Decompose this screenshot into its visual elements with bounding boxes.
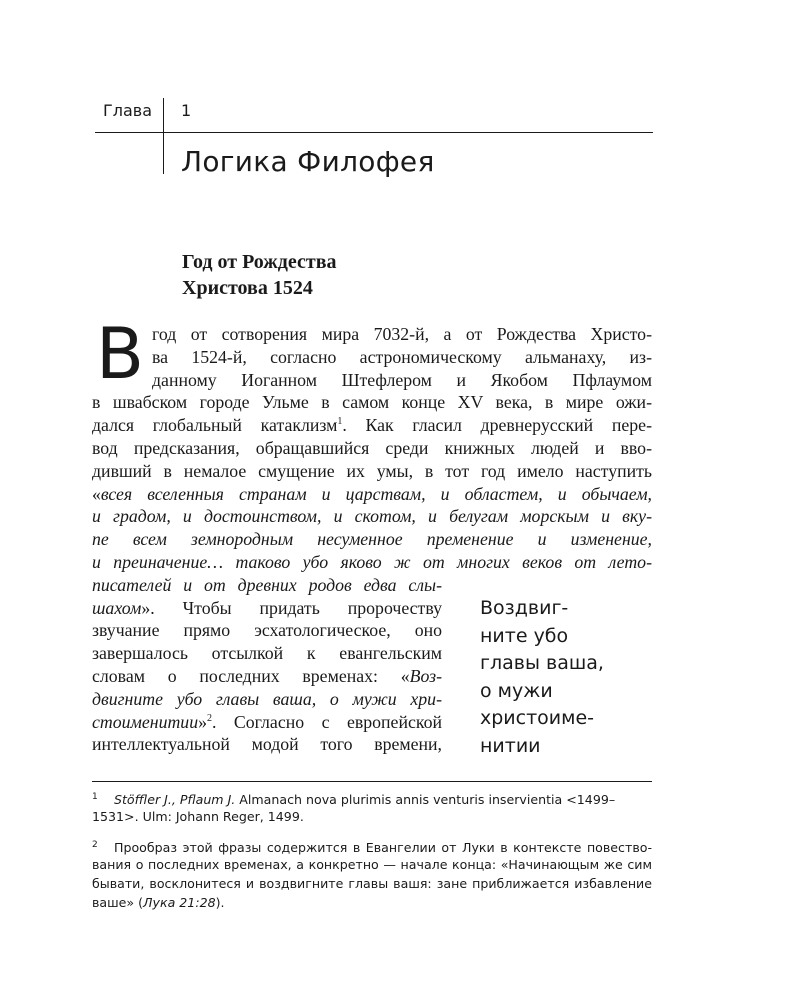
body-text-run: . Как гласил древнерусский пере- [342,415,652,436]
footnote-ref-2[interactable]: 2 [206,712,212,724]
header-vertical-rule [163,98,164,174]
chapter-number: 1 [181,101,192,120]
body-text-run: ». Чтобы придать пророчеству [141,597,442,618]
body-line: ва 1524-й, согласно астрономическому альманаху, из- [152,346,652,367]
footnote-text-run: ). [215,895,225,910]
body-line: пе всем земнородным несуменное пременение и изменение, [92,529,652,550]
footnote-1-line: 1531>. Ulm: Johann Reger, 1499. [92,809,304,824]
body-text-run: шахом [92,597,142,618]
body-line: год от сотворения мира 7032-й, а от Рождества Христо- [152,324,652,344]
body-line: писателей и от древних родов едва слы- [92,574,442,595]
body-line: завершалось отсылкой к евангельским [92,643,442,664]
body-text-run: всея вселенныя странам и царствам, и областем, и обычаем, [100,483,652,504]
pull-quote-line: ните убо [480,624,569,647]
pull-quote-line: нитии [480,734,541,757]
footnote-text-run: Прообраз этой фразы содержится в Евангелии от Луки в контексте повество- [114,840,652,855]
footnote-ref-1[interactable]: 1 [337,416,343,428]
body-text-run: словам о последних временах: « [92,665,410,686]
body-line: и градом, и достоинством, и скотом, и белугам морскым и вку- [92,506,652,527]
body-line [92,414,652,437]
body-text-run: дался глобальный катаклизм [92,415,338,436]
body-line: дивший в немалое смущение их умы, в тот год имело наступить [92,460,652,481]
pull-quote-line: о мужи [480,679,553,702]
body-line: двигните убо главы ваша, о мужи хри- [92,688,442,709]
footnote-2-line [92,836,652,855]
body-line: интеллектуальной модой того времени, [92,734,442,755]
body-text-run: стоименитии [92,711,199,732]
pull-quote-line: главы ваша, [480,652,604,674]
body-text-run: « [92,483,101,504]
footnote-2-mark: 2 [92,840,98,850]
body-text-run: Воз- [409,665,442,686]
chapter-label: Глава [103,101,153,120]
footnote-2-line: бывати, восклонитеся и воздвигните главы вашя: зане приближается избавление [92,876,652,891]
body-line: вод предсказания, обращавшийся среди книжных людей и вво- [92,437,652,458]
drop-cap: В [96,313,145,395]
body-text-run: » [198,711,207,732]
chapter-title: Логика Филофея [181,145,435,178]
footnote-text-run: Лука 21:28 [143,895,216,910]
body-line: данному Иоганном Штефлером и Якобом Пфлаумом [152,369,652,390]
pull-quote-line: христоиме- [480,707,595,729]
pull-quote-line: Воздвиг- [480,597,569,619]
body-line [92,483,652,506]
body-line [92,711,442,734]
section-heading-line: Год от Рождества [182,251,337,273]
footnote-2-line: вания о последних временах, а конкретно — начале конца: «Начинающым же сим [92,857,652,872]
body-line: и преиначение… таково убо яково ж от многих веков от лето- [92,551,652,572]
footnote-1-line [92,788,652,807]
section-heading [182,249,337,301]
footnote-text-run: Almanach nova plurimis annis venturis inservientia <1499– [235,792,616,807]
body-line [92,665,442,688]
body-line: звучание прямо эсхатологическое, оно [92,620,442,641]
body-line: в швабском городе Ульме в самом конце XV века, в мире ожи- [92,392,652,413]
footnote-1-mark: 1 [92,792,98,802]
pull-quote [480,595,604,760]
footnotes [92,788,652,912]
footnote-text-run: ваше» ( [92,895,144,910]
footnote-1-authors: Stöffler J., Pflaum J. [114,792,236,807]
footnote-rule [92,781,652,782]
body-text-run: . Согласно с европейской [211,711,442,732]
header-horizontal-rule [95,132,653,133]
footnote-2-line [92,893,652,912]
section-heading-line: Христова 1524 [182,277,313,299]
body-line [92,597,442,620]
